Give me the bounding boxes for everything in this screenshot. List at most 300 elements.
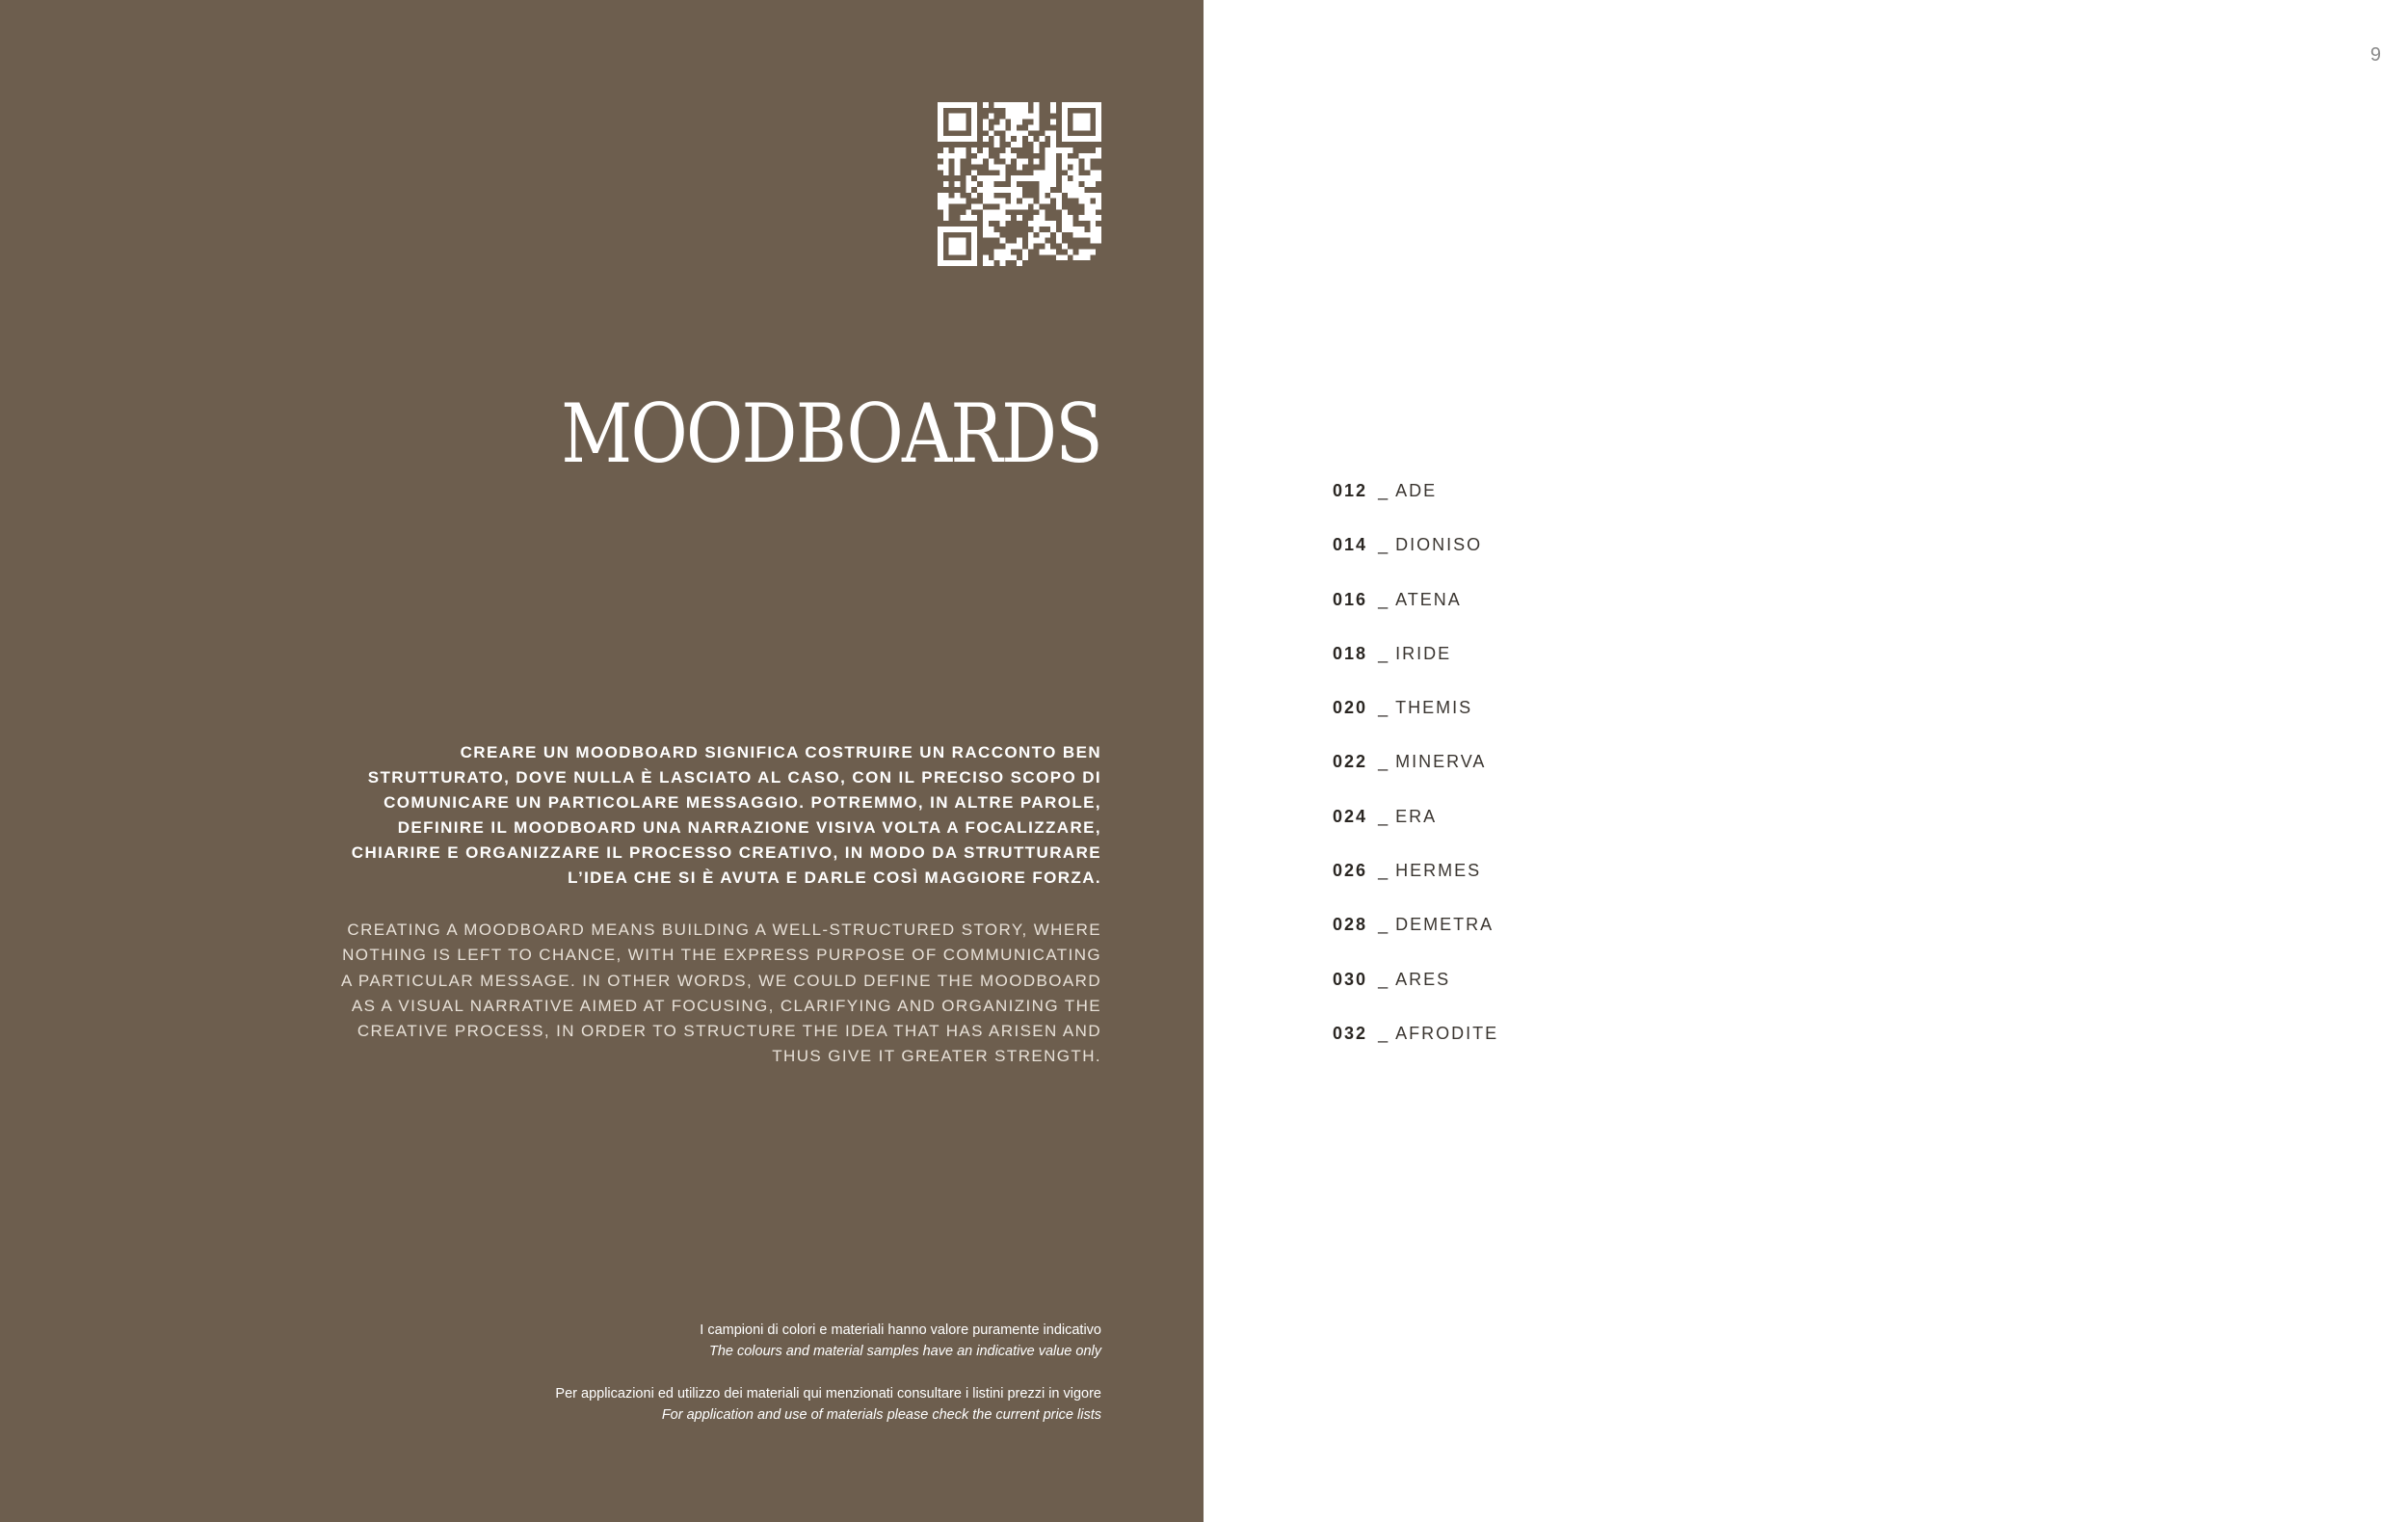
qr-module [1017, 238, 1022, 244]
qr-module [1050, 153, 1056, 159]
qr-module [1011, 175, 1017, 181]
qr-module [1050, 170, 1056, 175]
qr-module [1017, 193, 1022, 199]
qr-module [1022, 114, 1028, 120]
qr-module [983, 232, 989, 238]
qr-module [1062, 221, 1068, 227]
note-english: For application and use of materials please check the current price lists [661, 1407, 1101, 1423]
qr-module [1034, 170, 1040, 175]
qr-module [989, 227, 994, 232]
qr-module [983, 221, 989, 227]
qr-module [960, 147, 966, 153]
qr-module [943, 199, 949, 204]
table-of-contents [1333, 476, 1498, 1073]
toc-separator: _ [1378, 643, 1390, 663]
qr-module [1068, 187, 1073, 193]
qr-module [1084, 232, 1090, 238]
qr-module [1050, 221, 1056, 227]
qr-module [1028, 175, 1034, 181]
toc-item-themis[interactable] [1333, 693, 1498, 747]
qr-module [1084, 159, 1090, 165]
qr-module [971, 215, 977, 221]
qr-module [1073, 159, 1079, 165]
qr-module [1079, 175, 1085, 181]
qr-module [1090, 153, 1096, 159]
qr-module [1017, 187, 1022, 193]
qr-module [1050, 164, 1056, 170]
qr-module [1011, 108, 1017, 114]
qr-module [960, 199, 966, 204]
qr-module [1011, 130, 1017, 136]
qr-module [1045, 159, 1050, 165]
qr-module [1011, 120, 1017, 125]
qr-module [1073, 181, 1079, 187]
qr-module [1005, 204, 1011, 210]
qr-module [1017, 130, 1022, 136]
qr-module [1045, 244, 1050, 250]
qr-module [1034, 215, 1040, 221]
qr-module [1034, 159, 1040, 165]
qr-module [1034, 204, 1040, 210]
qr-module [999, 254, 1005, 260]
qr-module [1084, 254, 1090, 260]
qr-module [1017, 215, 1022, 221]
qr-module [994, 164, 1000, 170]
qr-module [999, 209, 1005, 215]
qr-module [983, 136, 989, 142]
toc-item-ares[interactable] [1333, 965, 1498, 1019]
qr-module [999, 164, 1005, 170]
qr-module [1079, 232, 1085, 238]
qr-module [966, 175, 971, 181]
qr-module [983, 215, 989, 221]
qr-module [994, 254, 1000, 260]
toc-separator: _ [1378, 481, 1390, 500]
qr-module [1084, 153, 1090, 159]
qr-module [1050, 136, 1056, 142]
qr-module [943, 215, 949, 221]
qr-module [1017, 102, 1022, 108]
qr-module [1062, 227, 1068, 232]
qr-module [1050, 159, 1056, 165]
intro-italian: CREARE UN MOODBOARD SIGNIFICA COSTRUIRE UN RACCONTO BEN STRUTTURATO, DOVE NULLA È LASCIATO AL CASO, CON IL PRECISO SCOPO DI COMUNICARE UN PARTICOLARE MESSAGGIO. POTREMMO, IN ALTRE PAROLE, DEFINIRE IL MOODBOARD UNA NARRAZIONE VISIVA VOLTA A FOCALIZZARE, CHIARIRE E ORGANIZZARE IL PROCESSO CREATIVO, IN MODO DA STRUTTURARE L’IDEA CHE SI È AVUTA E DARLE COSÌ MAGGIORE FORZA. [351, 743, 1101, 887]
qr-module [943, 181, 949, 187]
qr-module [1079, 249, 1085, 254]
qr-module [1073, 254, 1079, 260]
qr-module [943, 153, 949, 159]
qr-module [994, 136, 1000, 142]
qr-module [977, 175, 983, 181]
intro-english: CREATING A MOODBOARD MEANS BUILDING A WELL-STRUCTURED STORY, WHERE NOTHING IS LEFT TO CHANCE, WITH THE EXPRESS PURPOSE OF COMMUNICATING A PARTICULAR MESSAGE. IN OTHER WORDS, WE COULD DEFINE THE MOODBOARD AS A VISUAL NARRATIVE AIMED AT FOCUSING, CLARIFYING AND ORGANIZING THE CREATIVE PROCESS, IN ORDER TO STRUCTURE THE IDEA THAT HAS ARISEN AND THUS GIVE IT GREATER STRENGTH. [341, 921, 1101, 1066]
toc-separator: _ [1378, 915, 1390, 935]
qr-module [971, 159, 977, 165]
toc-item-atena[interactable] [1333, 585, 1498, 639]
qr-module [983, 147, 989, 153]
qr-module [989, 130, 994, 136]
note-colours [427, 1320, 1101, 1362]
qr-module [1050, 147, 1056, 153]
qr-module [1005, 147, 1011, 153]
qr-module [983, 120, 989, 125]
qr-module [1096, 193, 1101, 199]
qr-module [999, 238, 1005, 244]
qr-module [1096, 175, 1101, 181]
qr-module [989, 164, 994, 170]
qr-module [994, 209, 1000, 215]
qr-module [1079, 193, 1085, 199]
qr-module [983, 187, 989, 193]
qr-module [1084, 249, 1090, 254]
qr-module [1096, 215, 1101, 221]
qr-module [1028, 244, 1034, 250]
qr-module [1062, 147, 1068, 153]
qr-module [1005, 215, 1011, 221]
qr-module [1068, 193, 1073, 199]
toc-separator: _ [1378, 752, 1390, 772]
qr-module [1005, 136, 1011, 142]
qr-module [1050, 142, 1056, 147]
page-title: MOODBOARDS [561, 387, 1101, 481]
qr-module [971, 181, 977, 187]
qr-module [1056, 254, 1062, 260]
qr-module [999, 260, 1005, 266]
qr-module [983, 227, 989, 232]
toc-name: AFRODITE [1395, 1023, 1499, 1043]
qr-module [983, 254, 989, 260]
qr-module [1017, 175, 1022, 181]
toc-name: ATENA [1395, 589, 1462, 609]
qr-module [1090, 170, 1096, 175]
qr-module [1084, 175, 1090, 181]
qr-module [1056, 193, 1062, 199]
qr-module [1040, 238, 1045, 244]
qr-module [1068, 227, 1073, 232]
toc-separator: _ [1378, 535, 1390, 555]
qr-module [1073, 232, 1079, 238]
qr-module [1073, 227, 1079, 232]
qr-module [983, 153, 989, 159]
qr-module [1073, 193, 1079, 199]
toc-name: ARES [1395, 969, 1451, 989]
qr-module [1034, 227, 1040, 232]
qr-module [955, 164, 961, 170]
qr-module [999, 249, 1005, 254]
qr-module [1040, 215, 1045, 221]
toc-name: DEMETRA [1395, 915, 1495, 935]
qr-module [1034, 238, 1040, 244]
qr-module [1062, 181, 1068, 187]
toc-page-number: 026 [1333, 861, 1368, 881]
qr-module [989, 260, 994, 266]
qr-module [1034, 124, 1040, 130]
qr-module [1034, 114, 1040, 120]
qr-module [999, 153, 1005, 159]
qr-module [938, 164, 943, 170]
qr-module [977, 153, 983, 159]
qr-module [1017, 204, 1022, 210]
qr-module [989, 215, 994, 221]
qr-module [989, 232, 994, 238]
qr-module [1028, 232, 1034, 238]
qr-module [1040, 187, 1045, 193]
qr-module [994, 187, 1000, 193]
qr-module [989, 209, 994, 215]
toc-separator: _ [1378, 806, 1390, 826]
qr-module [1068, 215, 1073, 221]
qr-module [1011, 204, 1017, 210]
qr-module [943, 204, 949, 210]
qr-module [983, 199, 989, 204]
qr-module [989, 193, 994, 199]
qr-module [1096, 153, 1101, 159]
qr-module [1096, 170, 1101, 175]
qr-module [1090, 175, 1096, 181]
qr-module [989, 159, 994, 165]
qr-module [1011, 124, 1017, 130]
qr-module [989, 181, 994, 187]
toc-name: ERA [1395, 806, 1438, 826]
qr-module [1056, 204, 1062, 210]
qr-module [1017, 108, 1022, 114]
qr-module [971, 170, 977, 175]
qr-module [1062, 254, 1068, 260]
disclaimer-notes [427, 1320, 1101, 1447]
qr-module [1073, 187, 1079, 193]
qr-module [1034, 142, 1040, 147]
qr-module [1040, 175, 1045, 181]
qr-module [955, 193, 961, 199]
qr-module [1079, 254, 1085, 260]
qr-module [1034, 147, 1040, 153]
qr-module [1090, 227, 1096, 232]
qr-module [943, 159, 949, 165]
toc-item-afrodite[interactable] [1333, 1019, 1498, 1073]
toc-item-minerva[interactable] [1333, 747, 1498, 801]
qr-module [949, 199, 955, 204]
qr-module [955, 147, 961, 153]
qr-module [1068, 159, 1073, 165]
qr-module [1045, 181, 1050, 187]
qr-module [1034, 102, 1040, 108]
qr-module [989, 187, 994, 193]
qr-module [971, 204, 977, 210]
toc-page-number: 030 [1333, 969, 1368, 989]
toc-page-number: 028 [1333, 915, 1368, 935]
qr-module [955, 159, 961, 165]
qr-module [994, 124, 1000, 130]
qr-module [1040, 249, 1045, 254]
qr-module [1011, 199, 1017, 204]
qr-module [966, 181, 971, 187]
qr-module [960, 215, 966, 221]
qr-module [1090, 249, 1096, 254]
qr-module [1096, 238, 1101, 244]
qr-module [1005, 254, 1011, 260]
qr-module [1034, 175, 1040, 181]
qr-module [1005, 159, 1011, 165]
qr-module [983, 175, 989, 181]
qr-module [994, 142, 1000, 147]
qr-module [1068, 221, 1073, 227]
qr-module [1011, 244, 1017, 250]
qr-module [1022, 204, 1028, 210]
qr-module [1068, 170, 1073, 175]
toc-name: IRIDE [1395, 643, 1452, 663]
qr-module [1050, 227, 1056, 232]
qr-module [1084, 215, 1090, 221]
qr-module [1022, 108, 1028, 114]
qr-module [1045, 199, 1050, 204]
qr-module [1045, 153, 1050, 159]
qr-module [1073, 170, 1079, 175]
qr-module [1005, 153, 1011, 159]
qr-module [977, 187, 983, 193]
toc-item-era[interactable] [1333, 802, 1498, 856]
qr-module [1034, 108, 1040, 114]
qr-module [1040, 181, 1045, 187]
qr-module [1079, 199, 1085, 204]
qr-module [943, 170, 949, 175]
qr-module [1040, 232, 1045, 238]
toc-page-number: 012 [1333, 481, 1368, 500]
qr-module [1011, 187, 1017, 193]
toc-name: THEMIS [1395, 698, 1473, 718]
qr-module [1011, 153, 1017, 159]
toc-page-number: 014 [1333, 535, 1368, 555]
qr-module [1022, 175, 1028, 181]
qr-module [1005, 244, 1011, 250]
qr-module [994, 199, 1000, 204]
qr-module [1050, 130, 1056, 136]
toc-item-ade[interactable] [1333, 476, 1498, 530]
qr-module [977, 159, 983, 165]
qr-module [1040, 199, 1045, 204]
qr-module [1017, 120, 1022, 125]
toc-page-number: 016 [1333, 589, 1368, 609]
qr-module [971, 147, 977, 153]
qr-module [1062, 244, 1068, 250]
qr-module [983, 102, 989, 108]
toc-item-hermes[interactable] [1333, 856, 1498, 910]
qr-module [1050, 120, 1056, 125]
qr-module [1028, 136, 1034, 142]
qr-code-icon[interactable] [938, 102, 1101, 266]
qr-module [1005, 108, 1011, 114]
qr-module [1005, 130, 1011, 136]
qr-module [1050, 175, 1056, 181]
toc-page-number: 018 [1333, 643, 1368, 663]
qr-module [1045, 175, 1050, 181]
qr-module [999, 215, 1005, 221]
toc-item-iride[interactable] [1333, 639, 1498, 693]
qr-module [1028, 199, 1034, 204]
toc-separator: _ [1378, 969, 1390, 989]
qr-module [1056, 232, 1062, 238]
qr-module [943, 209, 949, 215]
qr-module [1045, 232, 1050, 238]
qr-module [1079, 153, 1085, 159]
qr-module [1084, 199, 1090, 204]
qr-module [1090, 193, 1096, 199]
qr-module [1062, 159, 1068, 165]
qr-module [1079, 187, 1085, 193]
qr-module [938, 153, 943, 159]
qr-module [1068, 181, 1073, 187]
toc-separator: _ [1378, 589, 1390, 609]
qr-module [1028, 238, 1034, 244]
toc-name: HERMES [1395, 861, 1482, 881]
qr-module [1045, 130, 1050, 136]
qr-module [938, 204, 943, 210]
toc-name: DIONISO [1395, 535, 1483, 555]
qr-module [1034, 221, 1040, 227]
note-applications [427, 1383, 1101, 1426]
qr-module [1050, 249, 1056, 254]
qr-module [1073, 175, 1079, 181]
note-english: The colours and material samples have an indicative value only [708, 1344, 1101, 1359]
toc-item-demetra[interactable] [1333, 910, 1498, 964]
qr-module [1040, 193, 1045, 199]
qr-module [1062, 164, 1068, 170]
qr-module [1045, 249, 1050, 254]
qr-module [1050, 102, 1056, 108]
qr-module [999, 120, 1005, 125]
qr-module [999, 102, 1005, 108]
qr-module [1045, 147, 1050, 153]
toc-separator: _ [1378, 698, 1390, 718]
qr-module [1011, 142, 1017, 147]
qr-module [1090, 209, 1096, 215]
qr-module [966, 215, 971, 221]
qr-module [943, 164, 949, 170]
qr-module [1028, 221, 1034, 227]
qr-module [999, 170, 1005, 175]
qr-module [983, 181, 989, 187]
qr-module [999, 124, 1005, 130]
qr-module [971, 193, 977, 199]
toc-separator: _ [1378, 1023, 1390, 1043]
qr-module [983, 193, 989, 199]
qr-module [1056, 238, 1062, 244]
qr-module [1005, 114, 1011, 120]
qr-module [1090, 232, 1096, 238]
qr-module [983, 260, 989, 266]
qr-module [989, 114, 994, 120]
qr-module [966, 187, 971, 193]
qr-module [1096, 232, 1101, 238]
qr-module [1090, 181, 1096, 187]
qr-module [983, 124, 989, 130]
qr-module [999, 187, 1005, 193]
toc-item-dioniso[interactable] [1333, 530, 1498, 584]
qr-module [999, 221, 1005, 227]
qr-module [1050, 193, 1056, 199]
qr-module [1050, 181, 1056, 187]
qr-module [1045, 221, 1050, 227]
qr-module [1011, 193, 1017, 199]
qr-module [943, 147, 949, 153]
qr-module [1011, 254, 1017, 260]
qr-module [1005, 187, 1011, 193]
qr-module [1022, 102, 1028, 108]
qr-module [1084, 181, 1090, 187]
qr-module [983, 209, 989, 215]
qr-module [1005, 249, 1011, 254]
qr-module [1017, 244, 1022, 250]
toc-page-number: 024 [1333, 806, 1368, 826]
qr-module [999, 199, 1005, 204]
page-number: 9 [2369, 44, 2381, 66]
